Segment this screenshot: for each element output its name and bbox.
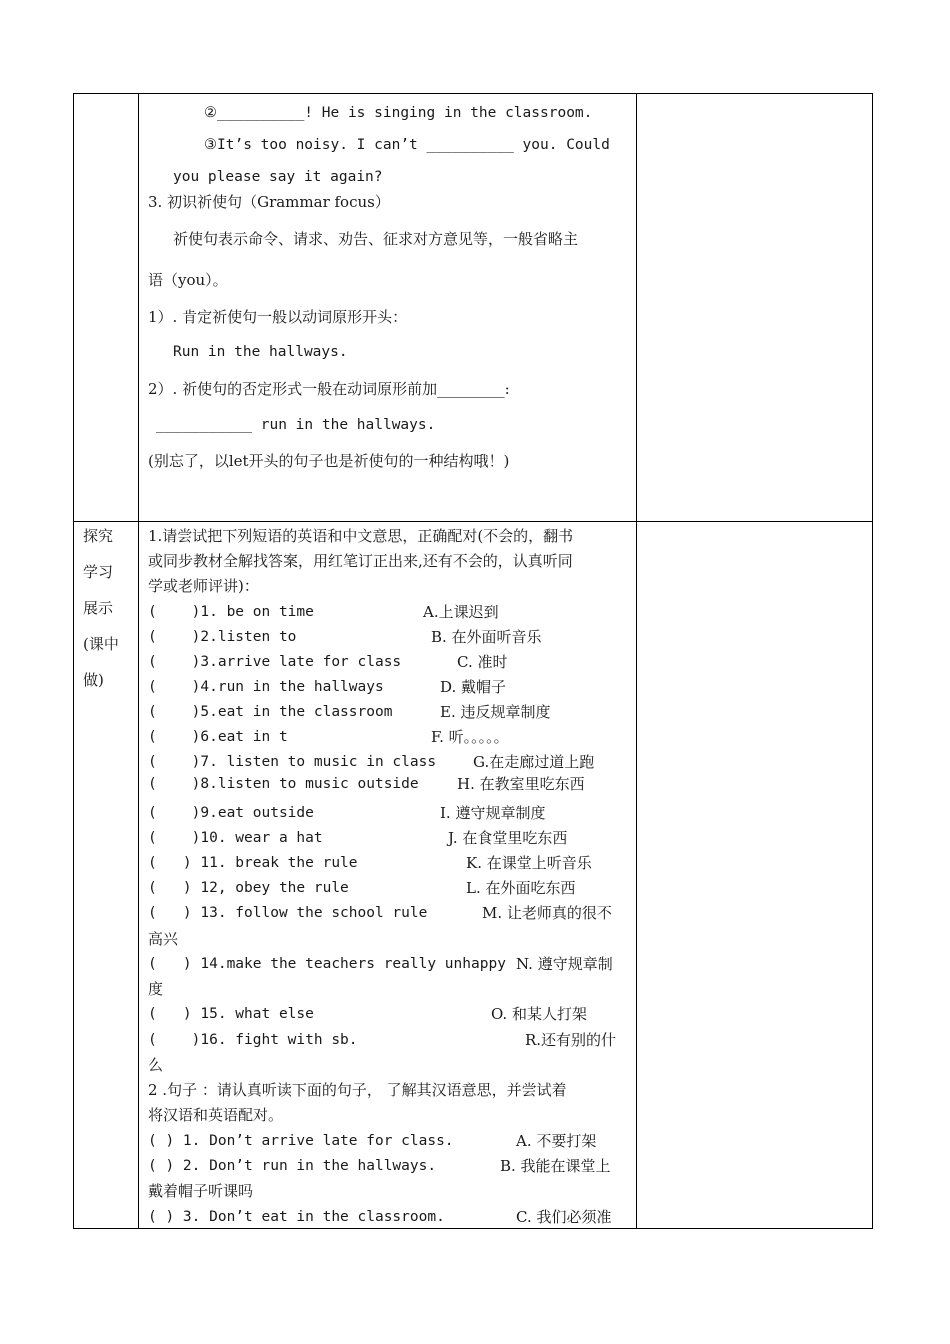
text-line: ②__________! He is singing in the classroom.: [204, 105, 593, 121]
text-line: (别忘了，以let开头的句子也是祈使句的一种结构哦！): [148, 452, 510, 470]
match-question-continued: 度: [148, 980, 164, 998]
text-line: ③It’s too noisy. I can’t __________ you. Could: [204, 137, 610, 153]
side-label-line: (课中: [83, 635, 119, 653]
match-question-continued: 高兴: [148, 930, 179, 948]
match-answer: A.上课迟到: [423, 603, 499, 621]
match-question: ( ) 11. break the rule: [148, 855, 358, 871]
match-answer: K. 在课堂上听音乐: [466, 854, 592, 872]
match-question: ( )8.listen to music outside: [148, 776, 419, 792]
side-label-line: 学习: [83, 563, 114, 581]
match-answer: E. 违反规章制度: [440, 703, 551, 721]
section-heading: 2 .句子 ：请认真听读下面的句子， 了解其汉语意思，并尝试着: [148, 1081, 567, 1099]
table-right-border: [872, 93, 873, 1229]
match-question: ( )1. be on time: [148, 604, 314, 620]
match-question: ( )3.arrive late for class: [148, 654, 402, 670]
text-line: 学或老师评讲)：: [148, 577, 259, 595]
match-answer: G.在走廊过道上跑: [473, 753, 595, 771]
text-line: 将汉语和英语配对。: [148, 1106, 284, 1124]
match-question: ( )6.eat in t: [148, 729, 288, 745]
table-left-border: [73, 93, 74, 1229]
text-line: you please say it again?: [173, 169, 383, 185]
match-question: ( ) 14.make the teachers really unhappy: [148, 956, 506, 972]
text-line: 语（you）。: [148, 271, 228, 289]
side-label-line: 做): [83, 671, 104, 689]
sentence-question: ( ) 1. Don’t arrive late for class.: [148, 1133, 454, 1149]
sentence-answer: A. 不要打架: [516, 1132, 597, 1150]
match-question: ( )16. fight with sb.: [148, 1032, 358, 1048]
match-question: ( )4.run in the hallways: [148, 679, 384, 695]
table-bottom-border: [73, 1228, 873, 1229]
match-question: ( ) 13. follow the school rule: [148, 905, 428, 921]
text-line: 1）. 肯定祈使句一般以动词原形开头：: [148, 308, 408, 326]
table-col-divider-1: [138, 93, 139, 1229]
text-line: 2）. 祈使句的否定形式一般在动词原形前加_________:: [148, 380, 510, 398]
side-label-line: 展示: [83, 599, 114, 617]
match-answer: B. 在外面听音乐: [431, 628, 542, 646]
sentence-question: ( ) 3. Don’t eat in the classroom.: [148, 1209, 445, 1225]
text-line: 1.请尝试把下列短语的英语和中文意思，正确配对(不会的，翻书: [148, 527, 574, 545]
match-answer: H. 在教室里吃东西: [457, 775, 585, 793]
match-question: ( ) 15. what else: [148, 1006, 314, 1022]
table-col-divider-2: [636, 93, 637, 1229]
section-heading: 3. 初识祈使句（Grammar focus）: [148, 193, 390, 211]
side-label-line: 探究: [83, 527, 114, 545]
match-question: ( )10. wear a hat: [148, 830, 323, 846]
match-question: ( )5.eat in the classroom: [148, 704, 393, 720]
sentence-answer: C. 我们必须准: [516, 1208, 612, 1226]
table-row-divider: [73, 521, 873, 522]
text-line: Run in the hallways.: [173, 344, 348, 360]
match-question: ( )2.listen to: [148, 629, 297, 645]
sentence-continued: 戴着帽子听课吗: [148, 1182, 254, 1200]
sentence-answer: B. 我能在课堂上: [500, 1157, 611, 1175]
text-line: 或同步教材全解找答案，用红笔订正出来,还有不会的，认真听同: [148, 552, 573, 570]
match-question: ( )9.eat outside: [148, 805, 314, 821]
match-question: ( )7. listen to music in class: [148, 754, 437, 770]
match-answer: J. 在食堂里吃东西: [448, 829, 568, 847]
match-answer: F. 听。。。。。: [431, 728, 509, 746]
match-answer: D. 戴帽子: [440, 678, 507, 696]
match-answer: R.还有别的什: [525, 1031, 617, 1049]
match-answer: L. 在外面吃东西: [466, 879, 576, 897]
text-line: 祈使句表示命令、请求、劝告、征求对方意见等，一般省略主: [173, 230, 579, 248]
match-question-continued: 么: [148, 1056, 164, 1074]
match-question: ( ) 12, obey the rule: [148, 880, 349, 896]
match-answer: M. 让老师真的很不: [482, 904, 612, 922]
match-answer: C. 准时: [457, 653, 508, 671]
sentence-question: ( ) 2. Don’t run in the hallways.: [148, 1158, 437, 1174]
match-answer: O. 和某人打架: [491, 1005, 587, 1023]
table-top-border: [73, 93, 873, 94]
text-line: ___________ run in the hallways.: [156, 417, 436, 433]
match-answer: N. 遵守规章制: [516, 955, 613, 973]
match-answer: I. 遵守规章制度: [440, 804, 546, 822]
